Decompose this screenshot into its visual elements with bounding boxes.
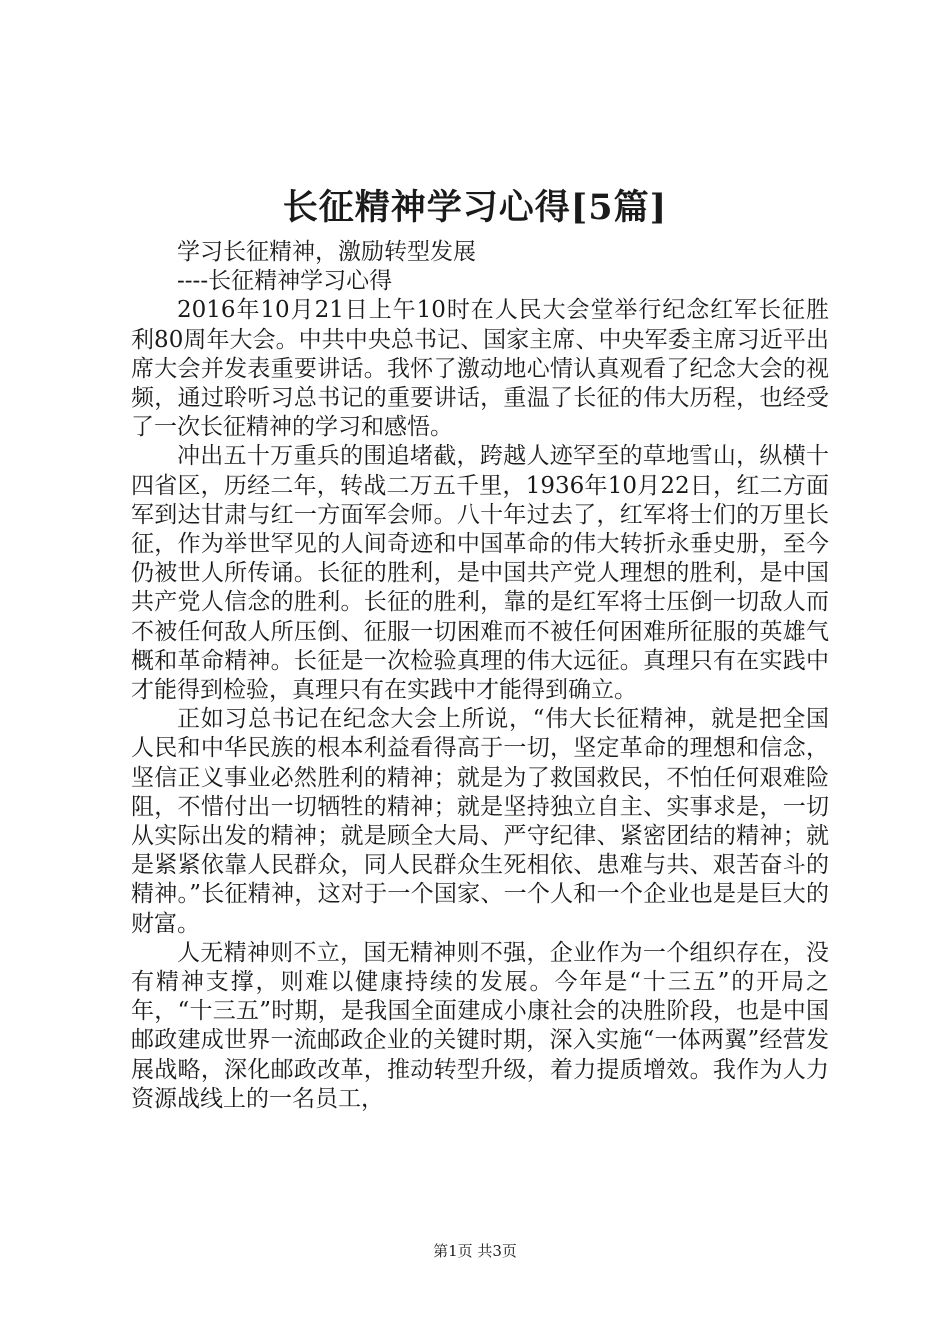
paragraph-2: 冲出五十万重兵的围追堵截，跨越人迹罕至的草地雪山，纵横十四省区，历经二年，转战二万五千里，1936年10月22日，红二方面军到达甘肃与红一方面军会师。八十年过去了，红军将士们的万里长征，作为举世罕见的人间奇迹和中国革命的伟大转折永垂史册，至今仍被世人所传诵。长征的胜利，是中国共产党人理想的胜利，是中国共产党人信念的胜利。长征的胜利，靠的是红军将士压倒一切敌人而不被任何敌人所压倒、征服一切困难而不被任何困难所征服的英雄气概和革命精神。长征是一次检验真理的伟大远征。真理只有在实践中才能得到检验，真理只有在实践中才能得到确立。 xyxy=(131,443,829,704)
subtitle: 学习长征精神，激励转型发展 xyxy=(177,239,476,265)
document-title: 长征精神学习心得[5篇] xyxy=(282,187,668,228)
paragraph-3: 正如习总书记在纪念大会上所说，“伟大长征精神，就是把全国人民和中华民族的根本利益看得高于一切，坚定革命的理想和信念，坚信正义事业必然胜利的精神；就是为了救国救民，不怕任何艰难险阻，不惜付出一切牺牲的精神；就是坚持独立自主、实事求是，一切从实际出发的精神；就是顾全大局、严守纪律、紧密团结的精神；就是紧紧依靠人民群众，同人民群众生死相依、患难与共、艰苦奋斗的精神。”长征精神，这对于一个国家、一个人和一个企业也是是巨大的财富。 xyxy=(131,706,829,937)
paragraph-4: 人无精神则不立，国无精神则不强，企业作为一个组织存在，没有精神支撑，则难以健康持续的发展。今年是“十三五”的开局之年，“十三五”时期，是我国全面建成小康社会的决胜阶段，也是中国邮政建成世界一流邮政企业的关键时期，深入实施“一体两翼”经营发展战略，深化邮政改革，推动转型升级，着力提质增效。我作为人力资源战线上的一名员工， xyxy=(131,939,829,1112)
subtitle-2: ----长征精神学习心得 xyxy=(177,268,393,295)
document-body xyxy=(131,238,829,1114)
page-footer: 第1页 共3页 xyxy=(433,1242,517,1260)
paragraph-1: 2016年10月21日上午10时在人民大会堂举行纪念红军长征胜利80周年大会。中共中央总书记、国家主席、中央军委主席习近平出席大会并发表重要讲话。我怀了激动地心情认真观看了纪念大会的视频，通过聆听习总书记的重要讲话，重温了长征的伟大历程，也经受了一次长征精神的学习和感悟。 xyxy=(131,297,829,441)
